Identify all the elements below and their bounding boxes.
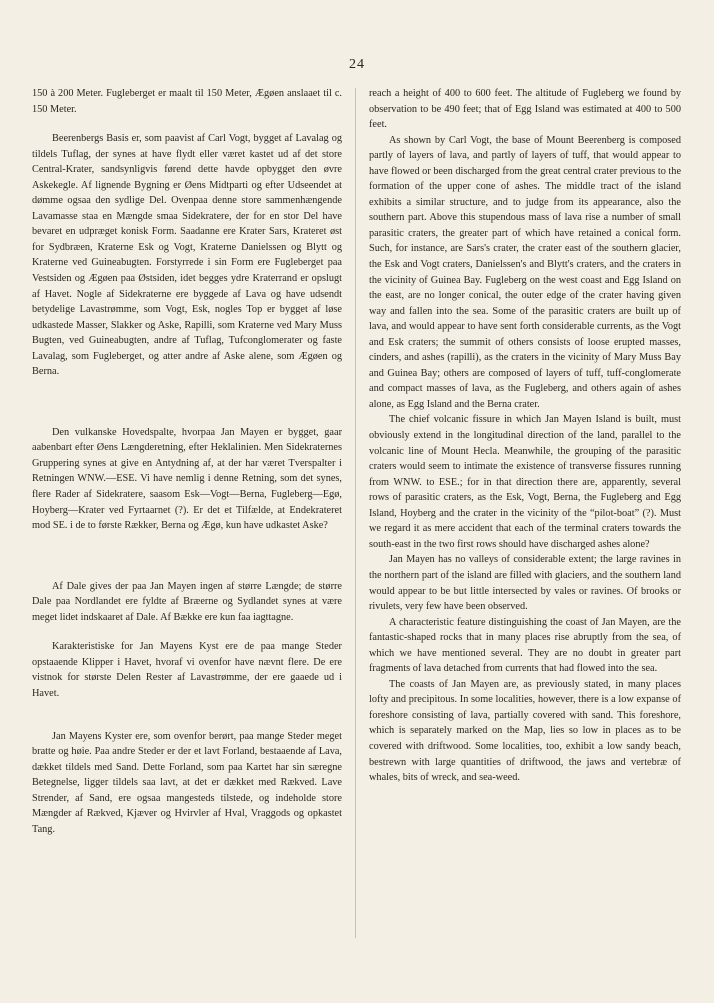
left-column-norwegian — [32, 86, 342, 837]
paragraph: Den vulkanske Hovedspalte, hvorpaa Jan Mayen er bygget, gaar aabenbart efter Øens Længderetning, efter Heklalinien. Men Sidekraternes Gruppering synes at give en Antydning af, at der har været Tverspalter i Retningen WNW.—ESE. Vi have nemlig i denne Retning, som det synes, flere Rader af Sidekratere, saasom Esk—Vogt—Berna, Fugleberg—Egø, Hoyberg—Krater ved Fyrtaarnet (?). Er det et Tilfælde, at Endekrateret mod SE. i de to første Rækker, Berna og Ægø, kun have udkastet Aske? — [32, 426, 342, 532]
paragraph: As shown by Carl Vogt, the base of Mount Beerenberg is composed partly of layers of lava, and partly of layers of tuff, that would appear to have flowed or been discharged from the great central crater previous to the formation of the upper cone of ashes. The middle tract of the island exhibits a similar structure, and to judge from its appearance, also the southern part. Above this stupendous mass of lava rise a number of small parasitic craters, the greater part of which have retained a conical form. Such, for instance, are Sars's crater, the crater east of the southern glacier, the Esk and Vogt craters, Danielssen's and Blytt's craters, and the craters in the vicinity of Guinea Bay. Fugleberg on the west coast and Egg Island on the east, are no longer conical, the outer edge of the crater having given way and fallen into the sea. Some of the parasitic craters are built up of lava, and would appear to have sent forth considerable currents, as the Vogt and Esk craters; the summit of others consists of loose erupted masses, cinders, and ashes (rapilli), as the craters in the vicinity of Mary Muss Bay and Guinea Bay; others are composed of layers of tuff, tuff-conglomerate and compact masses of lava, as the Fugleberg, and others again of ashes alone, as Egg Island and the Berna crater. — [369, 134, 682, 410]
paragraph: 150 à 200 Meter. Fugleberget er maalt til 150 Meter, Ægøen anslaaet til c. 150 Meter. — [32, 88, 342, 115]
column-divider — [355, 88, 356, 938]
paragraph: The chief volcanic fissure in which Jan Mayen Island is built, must obviously extend in the longitudinal direction of the land, parallel to the volcanic line of Mount Hecla. Meanwhile, the grouping of the parasitic craters would seem to intimate the existence of transverse fissures running from WNW. to ESE.; for in that direction there are, apparently, several rows of parasitic craters, as the Esk, Vogt, Berna, the Fugleberg and Egg Island, Hoyberg and the crater in the vicinity of the “pilot-boat” (?). Must we regard it as mere accident that each of the terminal craters towards the south-east in the two first rows should have discharged ashes alone? — [369, 414, 681, 550]
paragraph: A characteristic feature distinguishing the coast of Jan Mayen, are the fantastic-shaped rocks that in many places rise abruptly from the sea, of which we have mentioned several. They are no doubt in greater part fragments of lava detached from currents that had flowed into the sea. — [369, 616, 681, 675]
page-number: 24 — [349, 57, 365, 72]
paragraph: Jan Mayens Kyster ere, som ovenfor berørt, paa mange Steder meget bratte og høie. Paa andre Steder er der et lavt Forland, bestaaende af Lava, dækket tildels med Sand. Dette Forland, som paa Kartet har sin særegne Betegnelse, ligger tildels saa lavt, at det er dækket med Rækved. Lave Strender, af Sand, ere ogsaa mangesteds tilstede, og indeholde store Mængder af Rækved, Kjæver og Hvirvler af Hval, Vraggods og opkastet Tang. — [32, 730, 342, 835]
paragraph: Jan Mayen has no valleys of considerable extent; the large ravines in the northern part of the island are filled with glaciers, and the southern land would appear to be but little intersected by vales or ravines. Of brooks or rivulets, very few have been observed. — [369, 554, 681, 613]
paragraph: The coasts of Jan Mayen are, as previously stated, in many places lofty and precipitous. In some localities, however, there is a low expanse of foreshore consisting of lava, partially covered with sand. This foreshore, which is separately marked on the Map, lies so low in places as to be covered with driftwood. Some localities, too, exhibit a low sandy beach, bestrewn with large quantities of driftwood, the jaws and vertebræ of whales, bits of wreck, and sea-weed. — [369, 678, 681, 784]
paragraph: reach a height of 400 to 600 feet. The altitude of Fugleberg we found by observation to be 490 feet; that of Egg Island was estimated at 400 to 500 feet. — [369, 88, 681, 131]
paragraph: Beerenbergs Basis er, som paavist af Carl Vogt, bygget af Lavalag og tildels Tuflag, der synes at have flydt eller været kastet ud af det store Central-Krater, sandsynligvis førend dette havde opbygget den øvre Askekegle. Af lignende Bygning er Øens Midtparti og efter Udseendet at dømme ogsaa den sydlige Del. Ovenpaa denne store sammenhængende Lavamasse staa en Mængde smaa Sidekratere, der for en stor Del have bevaret en udpræget konisk Form. Saadanne ere Krater Sars, Krateret øst for Sydbræen, Kraterne Esk og Vogt, Kraterne Danielssen og Blytt og Kraterne ved Guineabugten. Forstyrrede i sin Form ere Fugleberget paa Vestsiden og Ægøen paa Østsiden, idet begges ydre Kraterrand er opslugt af Havet. Nogle af Sidekraterne ere byggede af Lava og have udsendt betydelige Lavastrømme, som Vogt, Esk, nogles Top er bygget af løse udkastede Masser, Slakker og Aske, Rapilli, som Kraterne ved Mary Muss Bugten, ved Guineabugten, andre af Tuflag, Tufconglomerater og faste Lavalag, som Fugleberget, og atter andre af Aske alene, som Ægøen og Berna. — [32, 133, 342, 378]
paragraph: Karakteristiske for Jan Mayens Kyst ere de paa mange Steder opstaaende Klipper i Havet, hvoraf vi ovenfor have nævnt flere. De ere vistnok for største Delen Rester af Lavastrømme, der ere gaaede ud i Havet. — [32, 641, 342, 699]
right-column-english — [369, 86, 681, 786]
paragraph: Af Dale gives der paa Jan Mayen ingen af større Længde; de større Dale paa Nordlandet ere fyldte af Bræerne og Sydlandet synes at være meget lidet indskaaret af Dale. Af Bække ere kun faa iagttagne. — [32, 580, 342, 623]
